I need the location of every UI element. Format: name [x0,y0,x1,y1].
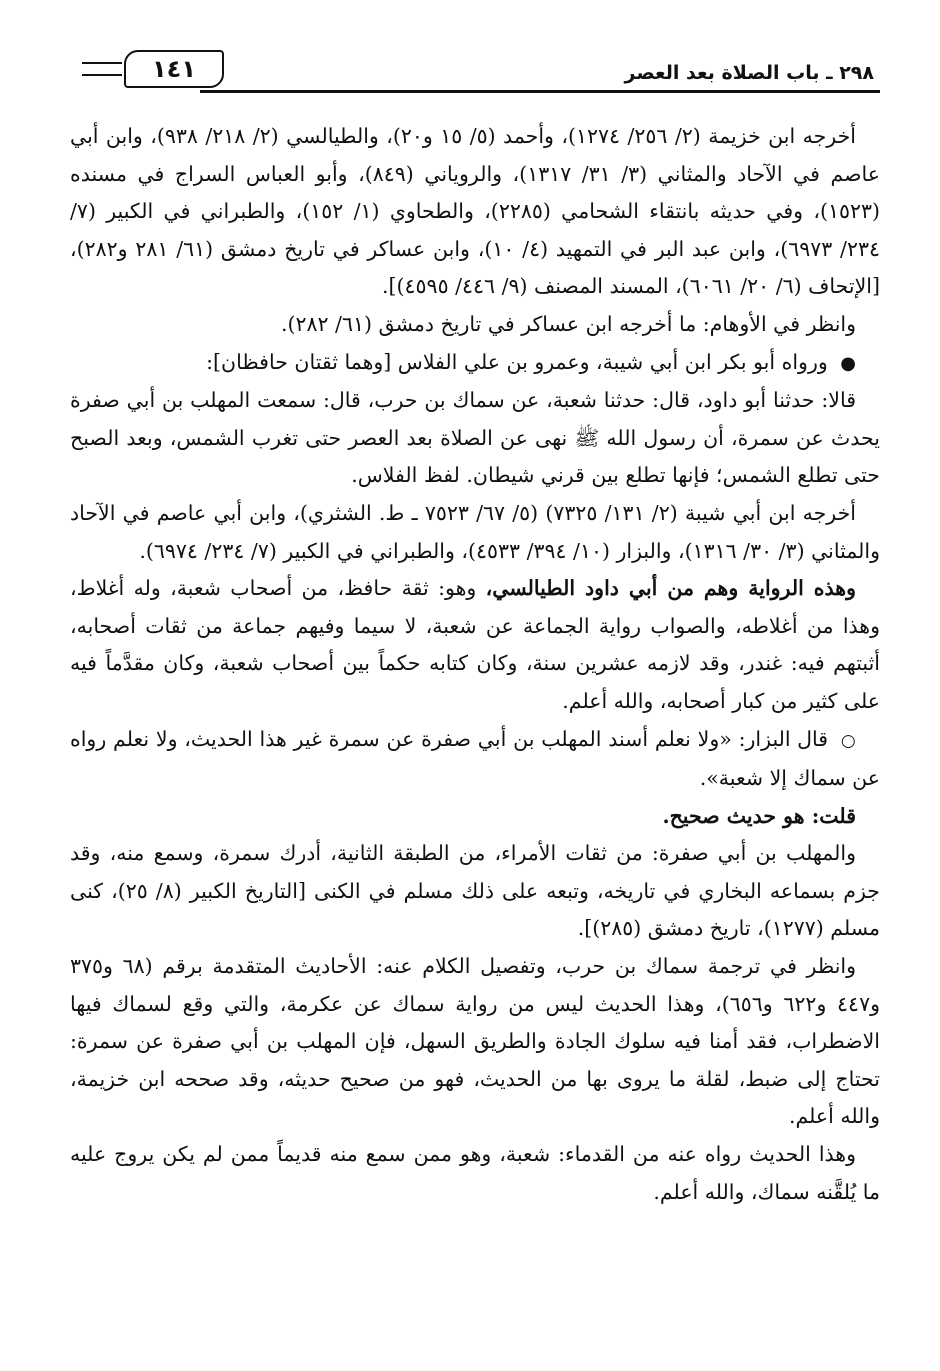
paragraph-verdict [70,798,880,836]
paragraph-bullet-riwaya [70,344,880,383]
book-page [70,40,880,1350]
paragraph-lead-bold: وهذه الرواية وهم من أبي داود الطيالسي، [485,576,856,601]
running-title: ٢٩٨ ـ باب الصلاة بعد العصر [624,62,874,84]
body-text [70,118,880,1211]
paragraph-text: والمهلب بن أبي صفرة: من ثقات الأمراء، من الطبقة الثانية، أدرك سمرة، وسمع منه، وقد جزم بسماعه البخاري في تاريخه، وتبعه على ذلك مسلم في الكنى [التاريخ الكبير (٨/ ٢٥)، كنى مسلم (١٢٧٧)، تاريخ دمشق (٢٨٥)]. [70,841,880,941]
paragraph-takhrij-1 [70,118,880,306]
paragraph-takhrij-2 [70,495,880,570]
paragraph-simak-bio [70,948,880,1136]
paragraph-text: وهذا الحديث رواه عنه من القدماء: شعبة، وهو ممن سمع منه قديماً ممن لم يكن يروج عليه ما يُلقَّنه سماك، والله أعلم. [70,1142,880,1204]
bullet-marker: ● [840,352,856,374]
page-number-ornament [82,48,252,88]
paragraph-muhallab-bio [70,835,880,948]
paragraph-text: قالا: حدثنا أبو داود، قال: حدثنا شعبة، عن سماك بن حرب، قال: سمعت المهلب بن أبي صفرة يحدث عن سمرة، أن رسول الله ﷺ نهى عن الصلاة بعد العصر حتى تغرب الشمس، وبعد الصبح حتى تطلع الشمس؛ فإنها تطلع بين قرني شيطان. لفظ الفلاس. [70,388,880,488]
paragraph-closing [70,1136,880,1211]
ornament-double-rule [82,62,122,76]
paragraph-text: وانظر في ترجمة سماك بن حرب، وتفصيل الكلام عنه: الأحاديث المتقدمة برقم (٦٨ و٣٧٥ و٤٤٧ و٦٢٢ و٦٥٦)، وهذا الحديث ليس من رواية سماك عن عكرمة، والتي وقع لسماك فيها الاضطراب، فقد أمنا فيه سلوك الجادة والطريق السهل، فإن المهلب بن أبي صفرة عن سمرة: تحتاج إلى ضبط، لقلة ما يروى بها من الحديث، فهو من صحيح حديثه، وقد صححه ابن خزيمة، والله أعلم. [70,954,880,1129]
paragraph-text: وانظر في الأوهام: ما أخرجه ابن عساكر في تاريخ دمشق (٦١/ ٢٨٢). [280,311,856,336]
paragraph-text: ورواه أبو بكر ابن أبي شيبة، وعمرو بن علي الفلاس [وهما ثقتان حافظان]: [206,349,828,374]
paragraph-awham-ref [70,306,880,344]
circle-marker: ○ [840,730,856,751]
header-rule [200,90,880,93]
paragraph-text: قال البزار: «ولا نعلم أسند المهلب بن أبي صفرة عن سمرة غير هذا الحديث، ولا نعلم رواه عن سماك إلا شعبة». [70,726,880,791]
paragraph-text: وهو: ثقة حافظ، من أصحاب شعبة، وله أغلاط، وهذا من أغلاطه، والصواب رواية الجماعة عن شعبة، لا سيما وفيهم جماعة من ثقات أصحابه، أثبتهم فيه: غندر، وقد لازمه عشرين سنة، وكان كتابه حكماً بين أصحاب شعبة، وكان مقدَّماً فيه على كثير من كبار أصحابه، والله أعلم. [70,576,880,713]
paragraph-text: أخرجه ابن خزيمة (٢/ ٢٥٦/ ١٢٧٤)، وأحمد (٥/ ١٥ و٢٠)، والطيالسي (٢/ ٢١٨/ ٩٣٨)، وابن أبي عاصم في الآحاد والمثاني (٣/ ٣١/ ١٣١٧)، والروياني (٨٤٩)، وأبو العباس السراج في مسنده (١٥٢٣)، وفي حديثه بانتقاء الشحامي (٢٢٨٥)، والطحاوي (١/ ١٥٢)، والطبراني في الكبير (٧/ ٢٣٤/ ٦٩٧٣)، وابن عبد البر في التمهيد (٤/ ١٠)، وابن عساكر في تاريخ دمشق (٦١/ ٢٨١ و٢٨٢)، [الإتحاف (٦/ ٢٠/ ٦٠٦١)، المسند المصنف (٩/ ٤٤٦/ ٤٥٩٥)]. [70,124,880,299]
paragraph-wahm-note [70,570,880,720]
paragraph-bazzar-quote [70,721,880,798]
paragraph-text: أخرجه ابن أبي شيبة (٢/ ١٣١/ ٧٣٢٥) (٥/ ٦٧/ ٧٥٢٣ ـ ط. الشثري)، وابن أبي عاصم في الآحاد والمثاني (٣/ ٣٠/ ١٣١٦)، والبزار (١٠/ ٣٩٤/ ٤٥٣٣)، والطبراني في الكبير (٧/ ٢٣٤/ ٦٩٧٤). [70,500,880,563]
running-header [70,40,880,92]
paragraph-hadith-text [70,382,880,495]
paragraph-lead-bold: قلت: هو حديث صحيح. [662,803,856,828]
page-number: ١٤١ [124,50,224,88]
